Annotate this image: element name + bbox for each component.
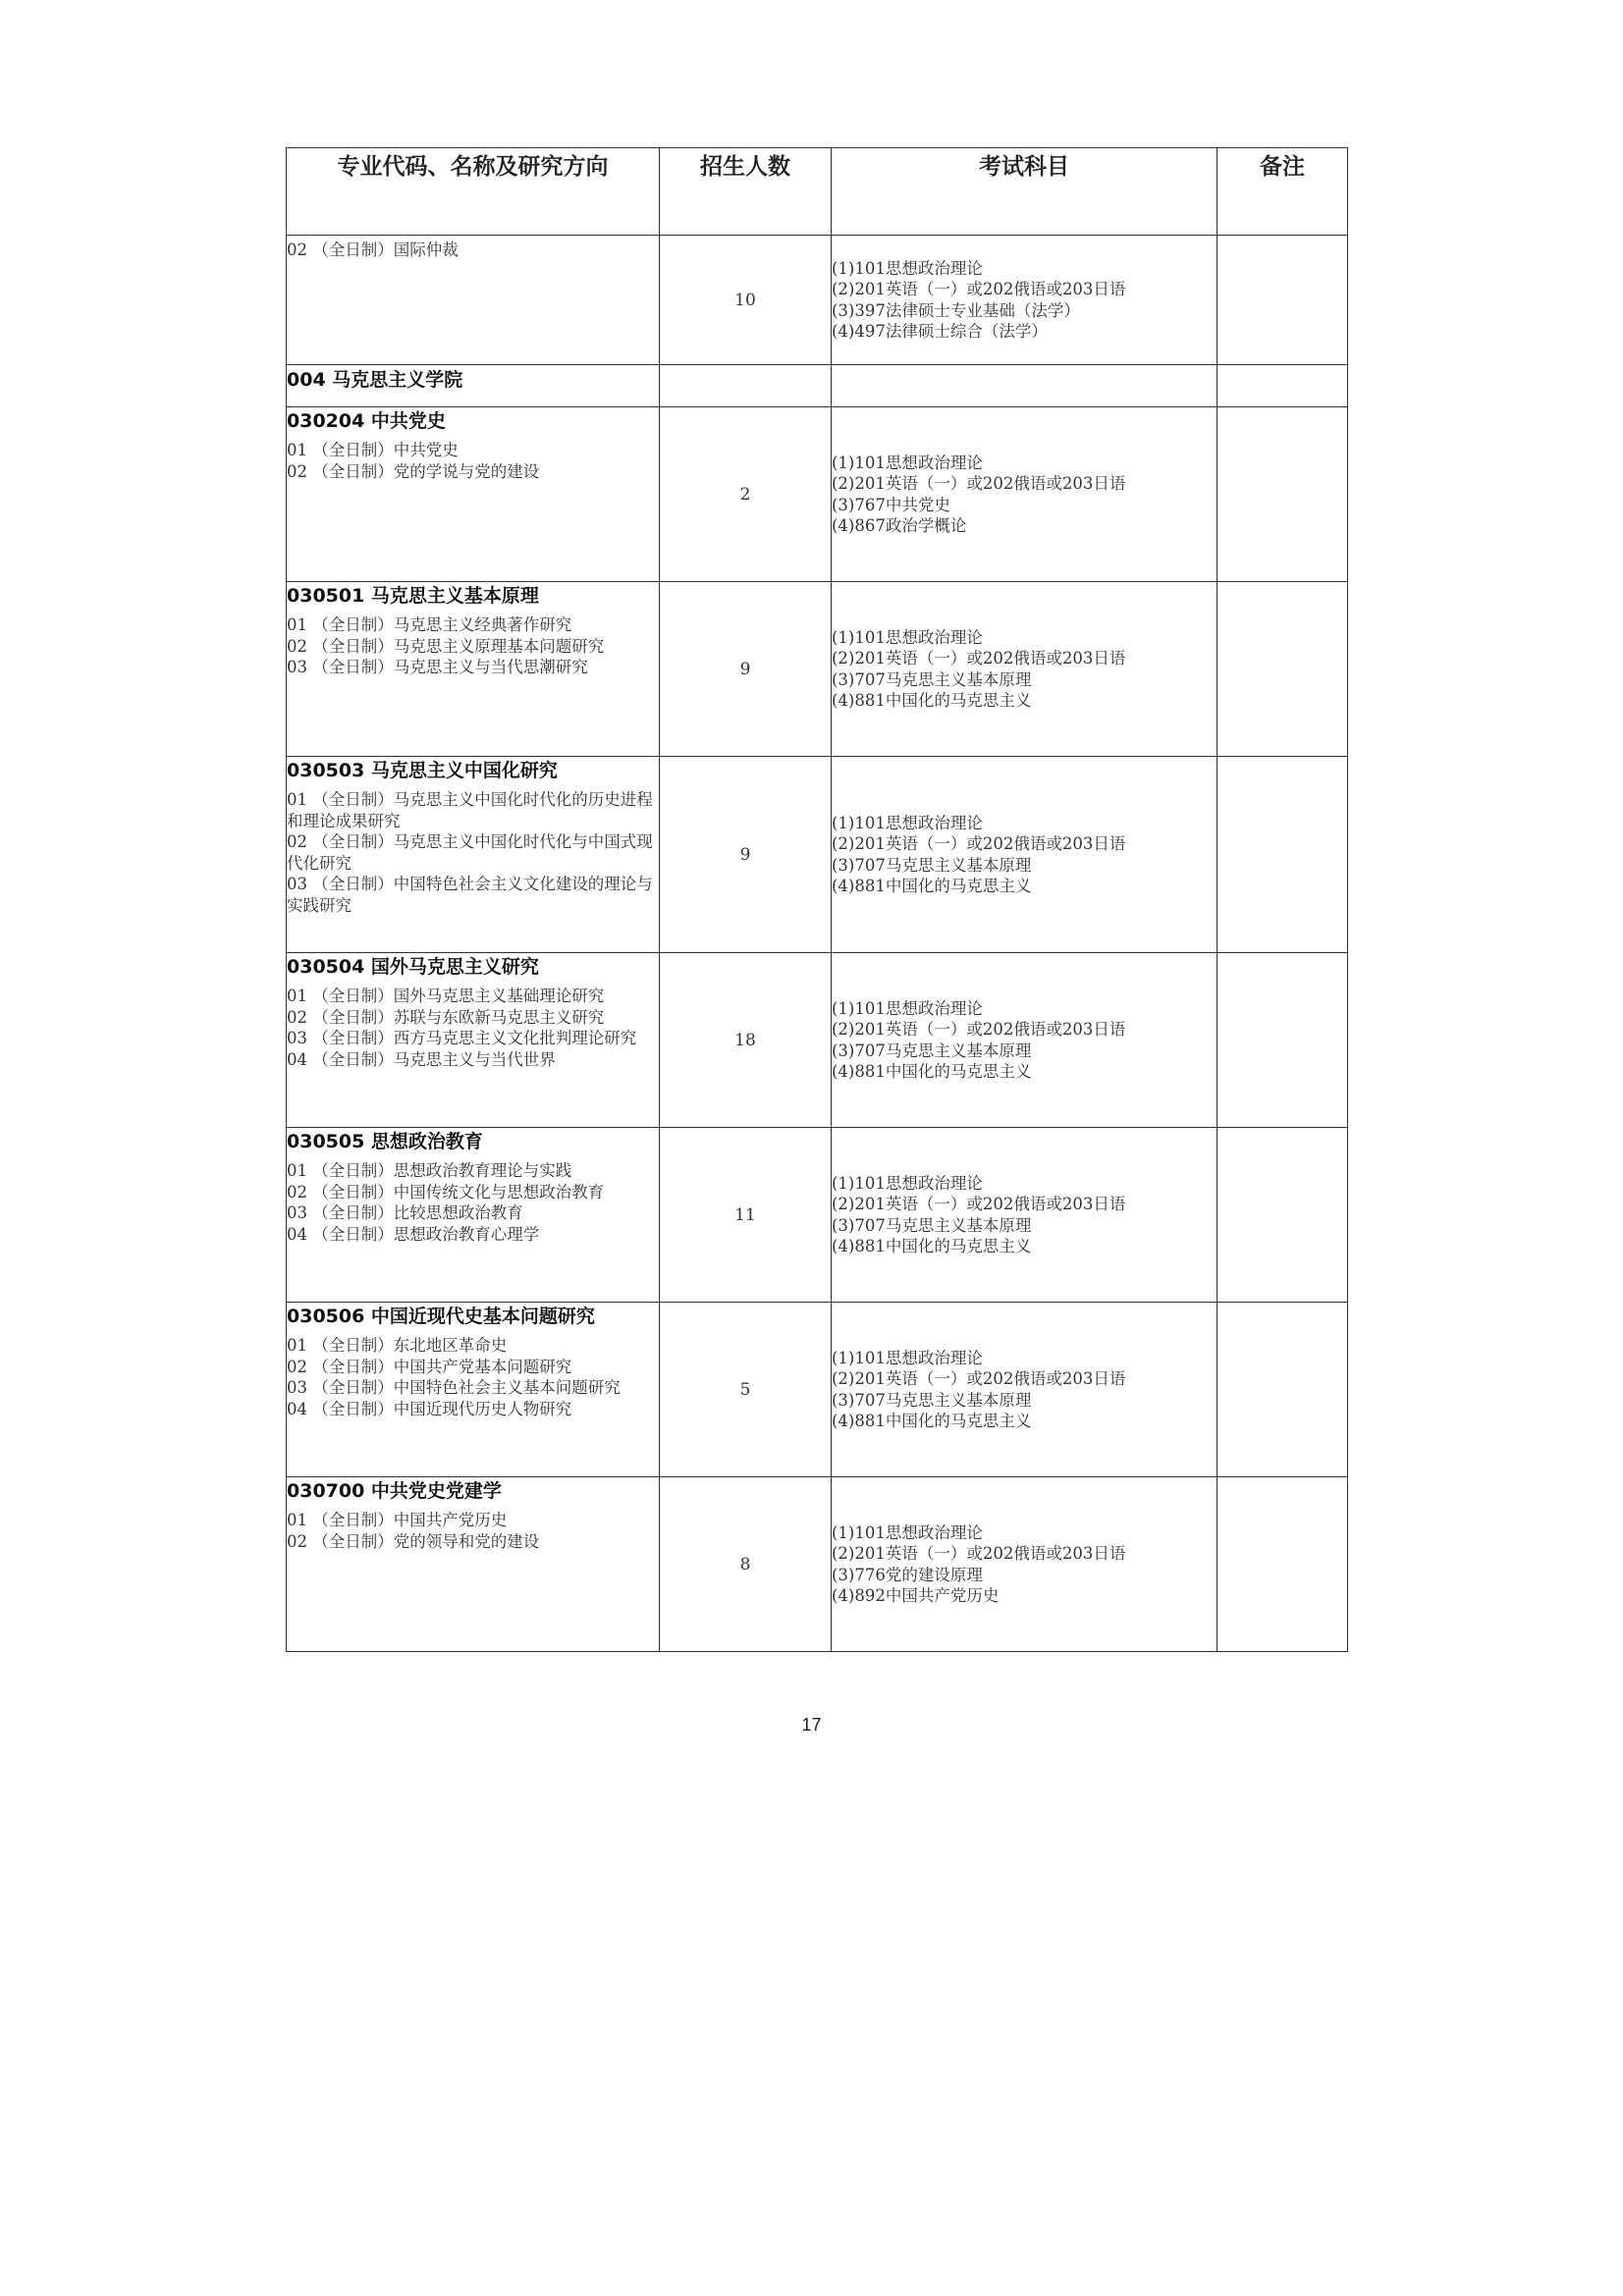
header-exam: 考试科目 <box>832 148 1217 236</box>
exam-item: (3)707马克思主义基本原理 <box>832 1041 1032 1060</box>
exam-item: (1)101思想政治理论 <box>832 258 983 278</box>
major-title: 030504 国外马克思主义研究 <box>287 956 539 978</box>
table-row <box>287 953 1348 1128</box>
page-number: 17 <box>801 1715 822 1735</box>
major-title: 030505 思想政治教育 <box>287 1131 483 1152</box>
major-cell <box>287 582 660 757</box>
enrollment-count: 11 <box>660 1128 832 1303</box>
note-cell <box>1217 407 1348 582</box>
exam-item: (1)101思想政治理论 <box>832 1348 983 1367</box>
note-cell <box>1217 365 1348 407</box>
exam-item: (3)707马克思主义基本原理 <box>832 669 1032 689</box>
exam-item: (3)707马克思主义基本原理 <box>832 1215 1032 1235</box>
direction-item: 01 （全日制）马克思主义经典著作研究 <box>287 615 572 634</box>
exam-subjects <box>832 407 1217 582</box>
table-row <box>287 757 1348 953</box>
college-row <box>287 365 1348 407</box>
exam-item: (2)201英语（一）或202俄语或203日语 <box>832 474 1126 493</box>
catalog-table <box>286 147 1348 1652</box>
direction-item: 02 （全日制）党的领导和党的建设 <box>287 1531 540 1551</box>
direction-item: 01 （全日制）思想政治教育理论与实践 <box>287 1161 572 1180</box>
exam-item: (4)497法律硕士综合（法学） <box>832 322 1048 341</box>
exam-item: (2)201英语（一）或202俄语或203日语 <box>832 280 1126 298</box>
enrollment-count: 18 <box>660 953 832 1128</box>
direction-item: 01 （全日制）国外马克思主义基础理论研究 <box>287 987 605 1005</box>
direction-item: 03 （全日制）比较思想政治教育 <box>287 1203 523 1222</box>
direction-item: 03 （全日制）中国特色社会主义基本问题研究 <box>287 1378 621 1397</box>
direction-item: 03 （全日制）马克思主义与当代思潮研究 <box>287 658 588 676</box>
table-row <box>287 407 1348 582</box>
header-major: 专业代码、名称及研究方向 <box>287 148 660 236</box>
direction-item: 01 （全日制）东北地区革命史 <box>287 1336 508 1355</box>
header-row <box>287 148 1348 236</box>
major-title: 030204 中共党史 <box>287 410 446 432</box>
exam-item: (1)101思想政治理论 <box>832 813 983 832</box>
exam-item: (2)201英语（一）或202俄语或203日语 <box>832 1020 1126 1039</box>
enrollment-count: 9 <box>660 757 832 953</box>
direction-item: 02 （全日制）中国共产党基本问题研究 <box>287 1357 572 1376</box>
direction-item: 04 （全日制）中国近现代历史人物研究 <box>287 1399 572 1418</box>
exam-item: (2)201英语（一）或202俄语或203日语 <box>832 1544 1126 1563</box>
major-title: 030506 中国近现代史基本问题研究 <box>287 1306 595 1327</box>
direction-item: 02 （全日制）国际仲裁 <box>287 240 459 259</box>
exam-item: (3)707马克思主义基本原理 <box>832 855 1032 875</box>
enrollment-count: 5 <box>660 1303 832 1477</box>
exam-item: (4)881中国化的马克思主义 <box>832 1237 1032 1255</box>
exam-subjects <box>832 236 1217 365</box>
exam-item: (2)201英语（一）或202俄语或203日语 <box>832 834 1126 853</box>
exam-subjects <box>832 1128 1217 1303</box>
major-cell <box>287 1477 660 1652</box>
exam-item: (3)776党的建设原理 <box>832 1565 983 1584</box>
table-row <box>287 1303 1348 1477</box>
note-cell <box>1217 582 1348 757</box>
direction-item: 04 （全日制）思想政治教育心理学 <box>287 1224 540 1244</box>
header-note: 备注 <box>1217 148 1348 236</box>
major-title: 030503 马克思主义中国化研究 <box>287 760 558 781</box>
exam-item: (4)881中国化的马克思主义 <box>832 691 1032 710</box>
direction-item: 02 （全日制）党的学说与党的建设 <box>287 461 540 481</box>
major-cell <box>287 1303 660 1477</box>
exam-subjects <box>832 757 1217 953</box>
exam-subjects <box>832 1303 1217 1477</box>
count-cell-empty <box>660 365 832 407</box>
table-row <box>287 1477 1348 1652</box>
note-cell <box>1217 1128 1348 1303</box>
major-cell <box>287 953 660 1128</box>
exam-subjects <box>832 582 1217 757</box>
enrollment-count: 10 <box>660 236 832 365</box>
exam-item: (2)201英语（一）或202俄语或203日语 <box>832 1369 1126 1388</box>
exam-item: (1)101思想政治理论 <box>832 453 983 472</box>
direction-item: 02 （全日制）中国传统文化与思想政治教育 <box>287 1182 605 1201</box>
exam-item: (1)101思想政治理论 <box>832 627 983 647</box>
exam-item: (1)101思想政治理论 <box>832 1173 983 1193</box>
direction-item: 02 （全日制）马克思主义原理基本问题研究 <box>287 636 605 656</box>
direction-item: 02 （全日制）马克思主义中国化时代化与中国式现代化研究 <box>287 832 653 873</box>
table-row <box>287 236 1348 365</box>
exam-item: (3)767中共党史 <box>832 495 950 514</box>
exam-item: (1)101思想政治理论 <box>832 998 983 1018</box>
header-count: 招生人数 <box>660 148 832 236</box>
exam-item: (2)201英语（一）或202俄语或203日语 <box>832 1195 1126 1213</box>
direction-item: 01 （全日制）中国共产党历史 <box>287 1511 508 1529</box>
exam-item: (2)201英语（一）或202俄语或203日语 <box>832 649 1126 667</box>
enrollment-count: 8 <box>660 1477 832 1652</box>
direction-item: 02 （全日制）苏联与东欧新马克思主义研究 <box>287 1007 605 1027</box>
major-title: 030501 马克思主义基本原理 <box>287 585 539 607</box>
table-row <box>287 582 1348 757</box>
exam-subjects <box>832 1477 1217 1652</box>
exam-item: (3)707马克思主义基本原理 <box>832 1390 1032 1410</box>
exam-item: (1)101思想政治理论 <box>832 1522 983 1542</box>
major-cell <box>287 757 660 953</box>
note-cell <box>1217 236 1348 365</box>
exam-item: (4)881中国化的马克思主义 <box>832 1062 1032 1081</box>
exam-item: (3)397法律硕士专业基础（法学） <box>832 300 1080 320</box>
note-cell <box>1217 1477 1348 1652</box>
direction-item: 01 （全日制）马克思主义中国化时代化的历史进程和理论成果研究 <box>287 790 653 830</box>
major-title: 030700 中共党史党建学 <box>287 1480 502 1502</box>
major-cell <box>287 407 660 582</box>
note-cell <box>1217 1303 1348 1477</box>
direction-item: 04 （全日制）马克思主义与当代世界 <box>287 1049 556 1069</box>
major-cell <box>287 1128 660 1303</box>
direction-item: 03 （全日制）中国特色社会主义文化建设的理论与实践研究 <box>287 875 653 915</box>
enrollment-count: 9 <box>660 582 832 757</box>
exam-subjects <box>832 953 1217 1128</box>
direction-item: 03 （全日制）西方马克思主义文化批判理论研究 <box>287 1029 637 1047</box>
note-cell <box>1217 953 1348 1128</box>
exam-item: (4)881中国化的马克思主义 <box>832 1412 1032 1430</box>
major-cell <box>287 236 660 365</box>
exam-item: (4)881中国化的马克思主义 <box>832 877 1032 895</box>
table-row <box>287 1128 1348 1303</box>
direction-item: 01 （全日制）中共党史 <box>287 441 459 459</box>
enrollment-count: 2 <box>660 407 832 582</box>
note-cell <box>1217 757 1348 953</box>
exam-cell-empty <box>832 365 1217 407</box>
college-title: 004 马克思主义学院 <box>287 365 660 407</box>
exam-item: (4)892中国共产党历史 <box>832 1586 1000 1605</box>
exam-item: (4)867政治学概论 <box>832 516 967 535</box>
